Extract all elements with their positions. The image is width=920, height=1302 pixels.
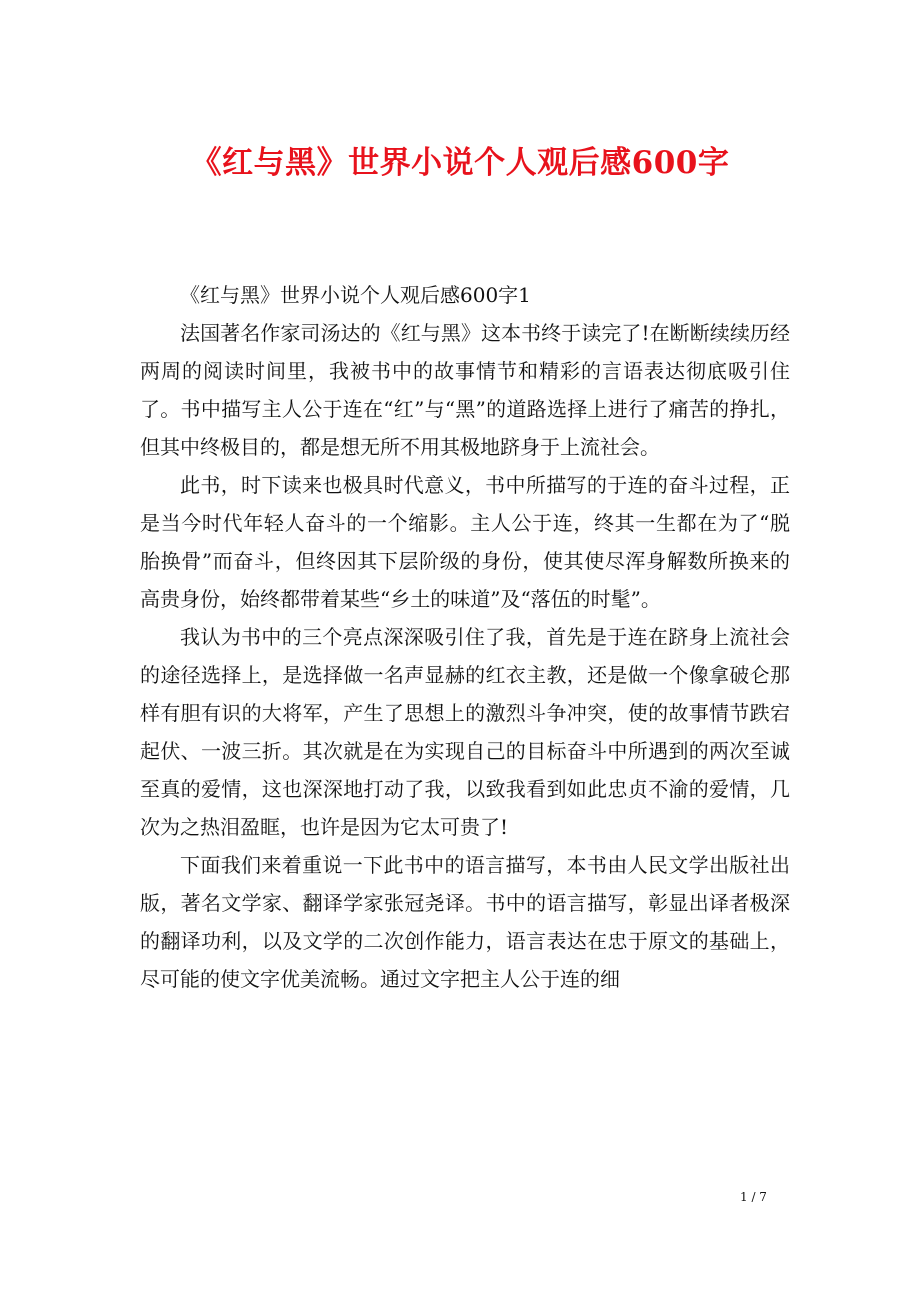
paragraph-4: 下面我们来着重说一下此书中的语言描写，本书由人民文学出版社出版，著名文学家、翻译学家张冠尧译。书中的语言描写，彰显出译者极深的翻译功利，以及文学的二次创作能力，语言表达在忠于原文的基础上，尽可能的使文字优美流畅。通过文字把主人公于连的细 — [140, 853, 790, 991]
paragraph-2: 此书，时下读来也极具时代意义，书中所描写的于连的奋斗过程，正是当今时代年轻人奋斗的一个缩影。主人公于连，终其一生都在为了“脱胎换骨”而奋斗，但终因其下层阶级的身份，使其使尽浑身解数所换来的高贵身份，始终都带着某些“乡土的味道”及“落伍的时髦”。 — [140, 473, 790, 611]
page-number: 1 / 7 — [740, 1190, 767, 1204]
document-body — [140, 276, 790, 998]
section-heading: 《红与黑》世界小说个人观后感600字1 — [180, 283, 531, 307]
document-title: 《红与黑》世界小说个人观后感600字 — [190, 145, 730, 181]
paragraph-3: 我认为书中的三个亮点深深吸引住了我，首先是于连在跻身上流社会的途径选择上，是选择做一名声显赫的红衣主教，还是做一个像拿破仑那样有胆有识的大将军，产生了思想上的激烈斗争冲突，使的故事情节跌宕起伏、一波三折。其次就是在为实现自己的目标奋斗中所遇到的两次至诚至真的爱情，这也深深地打动了我，以致我看到如此忠贞不渝的爱情，几次为之热泪盈眶，也许是因为它太可贵了! — [140, 625, 790, 839]
paragraph-1: 法国著名作家司汤达的《红与黑》这本书终于读完了!在断断续续历经两周的阅读时间里，我被书中的故事情节和精彩的言语表达彻底吸引住了。书中描写主人公于连在“红”与“黑”的道路选择上进行了痛苦的挣扎，但其中终极目的，都是想无所不用其极地跻身于上流社会。 — [140, 321, 790, 459]
